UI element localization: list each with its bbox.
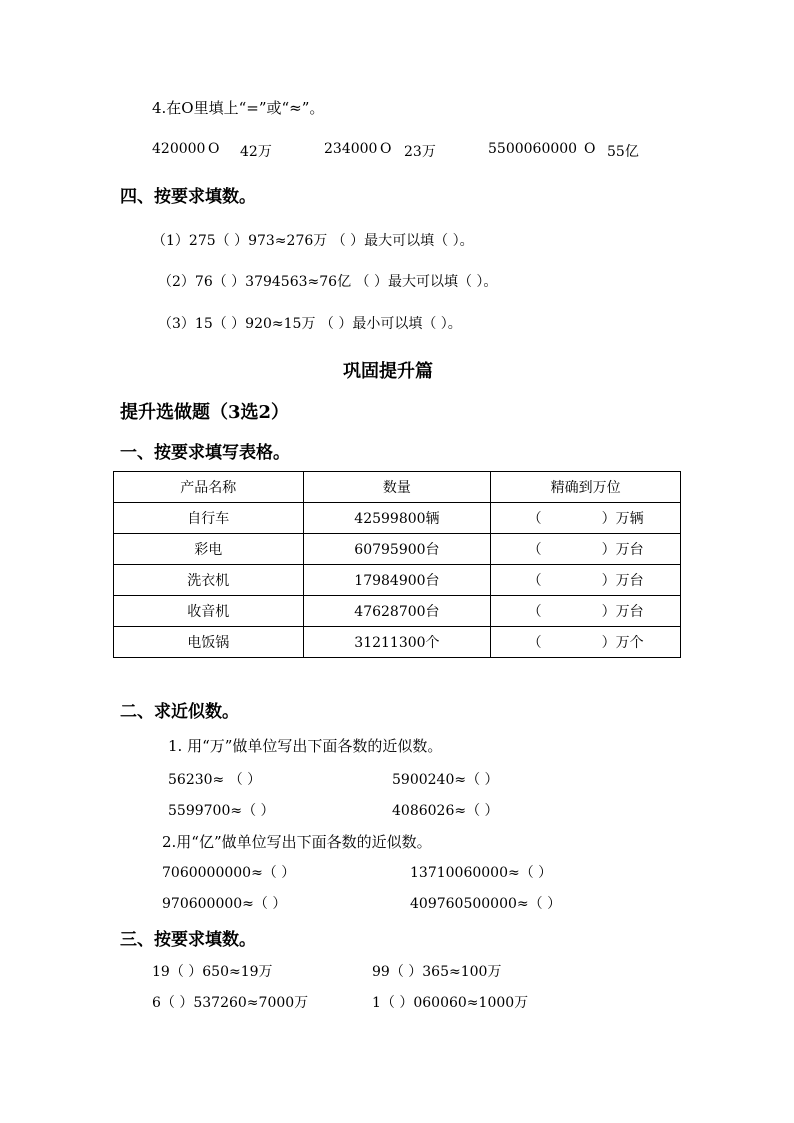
sub1-item-2: 5900240≈（ ） [392, 772, 499, 788]
answer-cell[interactable]: （ ）万辆 [491, 503, 681, 534]
table-header: 精确到万位 [491, 472, 681, 503]
section4-line-1: （1）275（ ）973≈276万 （ ）最大可以填（ ）。 [152, 233, 474, 249]
product-qty: 42599800辆 [303, 503, 491, 534]
q4-item-3-left: 5500060000 [488, 141, 578, 157]
table-header-row [114, 472, 681, 503]
product-qty: 60795900台 [303, 534, 491, 565]
q4-item-2-circle[interactable]: O [380, 141, 392, 157]
sub2-item-2: 13710060000≈（ ） [410, 865, 553, 881]
product-qty: 31211300个 [303, 627, 491, 658]
q4-item-2-right: 23万 [404, 144, 436, 160]
product-qty: 47628700台 [303, 596, 491, 627]
section3-item-3: 6（ ）537260≈7000万 [152, 995, 309, 1011]
section4-line-3: （3）15（ ）920≈15万 （ ）最小可以填（ ）。 [158, 316, 462, 332]
q4-title: 4.在O里填上“=”或“≈”。 [152, 99, 325, 117]
section1-heading: 一、按要求填写表格。 [120, 443, 290, 463]
product-name: 自行车 [114, 503, 304, 534]
optional-heading: 提升选做题（3选2） [120, 402, 290, 423]
sub1-item-4: 4086026≈（ ） [392, 803, 499, 819]
part-title: 巩固提升篇 [343, 361, 433, 382]
sub2-item-4: 409760500000≈（ ） [410, 896, 562, 912]
sub1-item-3: 5599700≈（ ） [168, 803, 275, 819]
section3-item-2: 99（ ）365≈100万 [372, 964, 502, 980]
table-row [114, 534, 681, 565]
section2-sub2: 2.用“亿”做单位写出下面各数的近似数。 [162, 833, 432, 851]
sub2-item-3: 970600000≈（ ） [162, 896, 287, 912]
table-header: 数量 [303, 472, 491, 503]
section3-item-1: 19（ ）650≈19万 [152, 964, 273, 980]
section4-line-2: （2）76（ ）3794563≈76亿 （ ）最大可以填（ ）。 [158, 274, 498, 290]
table-row [114, 503, 681, 534]
q4-item-1-right: 42万 [240, 144, 272, 160]
answer-cell[interactable]: （ ）万台 [491, 596, 681, 627]
sub2-item-1: 7060000000≈（ ） [162, 865, 296, 881]
product-name: 彩电 [114, 534, 304, 565]
q4-item-3-right: 55亿 [607, 144, 639, 160]
section3-item-4: 1（ ）060060≈1000万 [372, 995, 529, 1011]
q4-item-3-circle[interactable]: O [584, 141, 596, 157]
product-qty: 17984900台 [303, 565, 491, 596]
table-row [114, 565, 681, 596]
table-row [114, 596, 681, 627]
rounding-table [113, 471, 681, 658]
section4-heading: 四、按要求填数。 [120, 187, 256, 207]
table-row [114, 627, 681, 658]
product-name: 收音机 [114, 596, 304, 627]
answer-cell[interactable]: （ ）万台 [491, 534, 681, 565]
sub1-item-1: 56230≈ （ ） [168, 772, 262, 788]
product-name: 电饭锅 [114, 627, 304, 658]
q4-item-1-left: 420000 [152, 141, 206, 157]
product-name: 洗衣机 [114, 565, 304, 596]
answer-cell[interactable]: （ ）万个 [491, 627, 681, 658]
answer-cell[interactable]: （ ）万台 [491, 565, 681, 596]
section2-sub1: 1. 用“万”做单位写出下面各数的近似数。 [168, 737, 443, 755]
q4-item-1-circle[interactable]: O [208, 141, 220, 157]
q4-item-2-left: 234000 [324, 141, 378, 157]
table-header: 产品名称 [114, 472, 304, 503]
section2-heading: 二、求近似数。 [120, 702, 239, 722]
section3-heading: 三、按要求填数。 [120, 930, 256, 950]
